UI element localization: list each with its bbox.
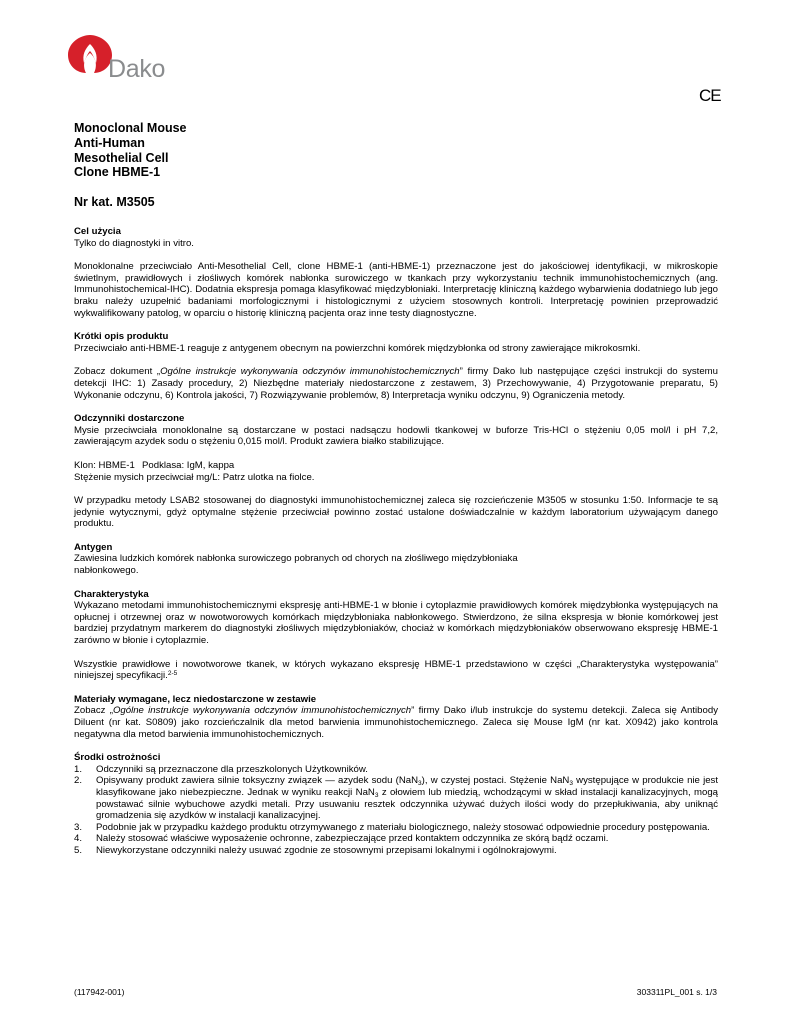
title-line: Clone HBME-1 (74, 165, 161, 180)
list-item: 1. Odczynniki są przeznaczone dla przeszkolonych Użytkowników. (74, 763, 368, 775)
section-heading-antigen: Antygen (74, 541, 113, 553)
list-item: 3. Podobnie jak w przypadku każdego produktu otrzymywanego z materiału biologicznego, należy stosować odpowiednie procedury postępowania. (74, 821, 710, 833)
dako-logo (66, 33, 196, 83)
title-line: Mesothelial Cell (74, 150, 169, 165)
section-heading-precautions: Środki ostrożności (74, 752, 161, 764)
concentration-line: Stężenie mysich przeciwciał mg/L: Patrz ulotka na fiolce. (74, 471, 315, 483)
document-body (74, 226, 718, 857)
reference-superscript: 2-5 (167, 670, 178, 678)
reagents-paragraph-2: W przypadku metody LSAB2 stosowanej do diagnostyki immunohistochemicznej zaleca się rozcieńczenie M3505 w stosunku 1:50. Informacje te są jedynie wytycznymi, gdyż optymalne stężenie przeciwciał powinno zostać ustalone doświadczalnie w każdym laboratorium używającym danego produktu. (74, 495, 718, 530)
antigen-line-1: Zawiesina ludzkich komórek nabłonka surowiczego pobranych od chorych na złośliwego międzybłoniaka (74, 553, 518, 565)
section-heading-characteristics: Charakterystyka (74, 588, 149, 600)
ce-mark: CE (699, 86, 721, 105)
list-item: 4. Należy stosować właściwe wyposażenie ochronne, zabezpieczające przed kontaktem odczynnika ze skórą bądź oczami. (74, 833, 609, 845)
product-title (74, 121, 187, 180)
catalog-number: Nr kat. M3505 (74, 195, 155, 209)
clone-value: Klon: HBME-1 (74, 459, 135, 471)
summary-paragraph-1: Przeciwciało anti-HBME-1 reaguje z antygenem obecnym na powierzchni komórek międzybłonka od strony zawierające mikrokosmki. (74, 342, 641, 354)
section-heading-summary: Krótki opis produktu (74, 331, 169, 343)
list-item: 5. Niewykorzystane odczynniki należy usuwać zgodnie ze stosownymi przepisami lokalnymi i ogólnokrajowymi. (74, 844, 557, 856)
characteristics-paragraph-1: Wykazano metodami immunohistochemicznymi ekspresję anti-HBME-1 w błonie i cytoplazmie prawidłowych komórek międzybłonka występujących na opłucnej i otrzewnej oraz w nowotworowych komórkach międzybłoniaka nabłonkowego. Stwierdzono, że silna ekspresja w błonie komórkowej jest bardziej przydatnym markerem do diagnostyki złośliwych międzybłoniaków, chociaż w komórkach międzybłoniaków obserwowano ekspresję HBME-1 zarówno w błonie i cytoplazmie. (74, 600, 718, 647)
antigen-line-2: nabłonkowego. (74, 565, 139, 577)
brand-name: Dako (108, 55, 166, 83)
intended-use-line: Tylko do diagnostyki in vitro. (74, 237, 194, 249)
list-item: 2. Opisywany produkt zawiera silnie toksyczny związek — azydek sodu (NaN$_3$), w czystej postaci. Stężenie NaN$_3$ występujące w produkcie nie jest klasyfikowane jako niebezpieczne. Jednak w wyniku reakcji NaN$_3$ z ołowiem lub miedzią, wchodzącymi w skład instalacji kanalizacyjnych, mogą powstawać silnie wybuchowe azydki metali. Przy usuwaniu resztek odczynnika używać dużych ilości wody do przepłukiwania, aby uniknąć gromadzenia się azydków w instalacji kanalizacyjnej. (74, 775, 719, 822)
materials-paragraph: Zobacz „Ogólne instrukcje wykonywania odczynów immunohistochemicznych” firmy Dako i/lub instrukcje do systemu detekcji. Zaleca się Antibody Diluent (nr kat. S0809) jako rozcieńczalnik dla metod barwienia immunohistochemicznego. Zaleca się Mouse IgM (nr kat. X0942) jako kontrola negatywna dla metod barwienia immunohistochemicznych. (74, 705, 718, 740)
dako-drop-icon (66, 33, 114, 75)
title-line: Anti-Human (74, 135, 145, 150)
section-heading-intended-use: Cel użycia (74, 226, 121, 237)
section-heading-materials: Materiały wymagane, lecz niedostarczone w zestawie (74, 693, 317, 705)
section-heading-reagents: Odczynniki dostarczone (74, 413, 185, 425)
reagents-paragraph-1: Mysie przeciwciała monoklonalne są dostarczane w postaci nadsączu hodowli tkankowej w buforze Tris-HCl o stężeniu 0,05 mol/l i pH 7,2, zawierającym azydek sodu o stężeniu 0,015 mol/l. Produkt zawiera białko stabilizujące. (74, 424, 718, 448)
characteristics-paragraph-2: Wszystkie prawidłowe i nowotworowe tkanek, w których wykazano ekspresję HBME-1 przedstawiono w części „Charakterystyka występowania” niniejszej specyfikacji.$^{2-5}$ (74, 658, 718, 682)
footer-document-code: (117942-001) (74, 987, 125, 997)
precautions-list (74, 764, 718, 857)
clone-subclass-line (74, 460, 718, 472)
title-line: Monoclonal Mouse (74, 121, 187, 135)
intended-use-paragraph: Monoklonalne przeciwciało Anti-Mesothelial Cell, clone HBME-1 (anti-HBME-1) przeznaczone jest do jakościowej identyfikacji, w mikroskopie świetlnym, prawidłowych i złośliwych komórek nabłonka surowiczego w tkankach przy wykorzystaniu technik immunohistochemicznych (ang. Immunohistochemical-IHC). Dodatnia ekspresja pomaga klasyfikować międzybłoniaki. Interpretację kliniczną każdego wybarwienia dodatniego lub jego braku należy uzupełnić badaniami morfologicznymi i histologicznymi z użyciem stosownych kontroli. Interpretację powinien przeprowadzić wykwalifikowany patolog, w oparciu o historię kliniczną pacjenta oraz inne testy diagnostyczne. (74, 261, 718, 319)
summary-paragraph-2: Zobacz dokument „Ogólne instrukcje wykonywania odczynów immunohistochemicznych” firmy Dako lub następujące części instrukcji do systemu detekcji IHC: 1) Zasady procedury, 2) Niezbędne materiały niedostarczone z zestawem, 3) Przechowywanie, 4) Przygotowanie preparatu, 5) Wykonanie odczynu, 6) Kontrola jakości, 7) Rozwiązywanie problemów, 8) Interpretacja wyniku odczynu, 9) Ograniczenia metody. (74, 366, 718, 401)
subclass-value: Podklasa: IgM, kappa (142, 459, 235, 471)
footer-page-number: 303311PL_001 s. 1/3 (636, 987, 717, 997)
